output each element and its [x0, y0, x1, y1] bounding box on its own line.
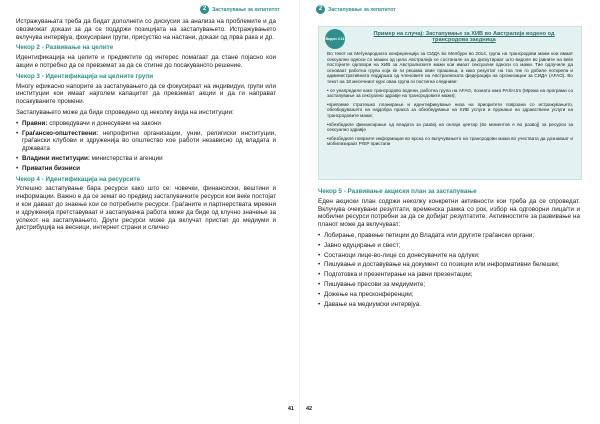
list-item: • Давање на медиумски интервјуа. [318, 301, 580, 309]
left-page-content [16, 18, 276, 235]
step5-text: Еден акциски план содржи неколку конкретни активности кои треба да се спроведат. Вклучува очекувани резултати, временска рамка со рок, избор на одговорни лица/ти и мобилни ресурси потребни за да се добијат резултатите. Активностите за развивање на планот може да вклучуваат: [318, 197, 580, 229]
right-page-content [318, 186, 580, 311]
page-number: 42 [306, 406, 313, 412]
step3-heading: Чекор 3 - Идентификација на целните групи [16, 72, 154, 80]
institution-list [16, 120, 276, 173]
list-item: • Дожење на пресконференции; [318, 291, 580, 299]
header-title: Застапување за хепатитот [328, 6, 396, 13]
left-page-header [200, 5, 280, 14]
chapter-badge: 2 [316, 5, 325, 14]
case-study-box [318, 26, 582, 180]
step3-text: Многу ефикасно напорите за застапувањето да се фокусираат на индивидуи, групи или институции кои имаат најголем капацитет да превземат акции и да ги направат посакуваните промени. [16, 82, 276, 106]
list-item: • Лобирање, правење петиции до Владата или другите граѓански органи; [318, 232, 580, 240]
case-paragraph: • се унапредиле како трансродово водени, работна група на AFAO, позната како PASH.tm (Мрежа на програми со застапување за сексуално здравје на трансродовите мажи); [327, 87, 573, 99]
step5-heading: Чекор 5 - Развивање акциски план за застапување [318, 188, 477, 195]
case-study-header [319, 27, 581, 49]
case-paragraph: Во текот на Меѓународната конференција за СИДА во Мелбурн во 2014, група на трансродови мажи кои имаат сексуални односи со машки од цела Австралија се состанале за да дискутираат што видоле во јавните на веќе постојните одговори на ХИВ за Австралиските мажи кои имаат сексуални односи со мажи. Тие одлучиле да основаат работна група која ќе ги решава овие прашања, а како резултат на тоа тие го добиле поткрепа и административната поддршка од членовите на Австралиската федерација на организации за СИДА (AFAO). Во текот на 18 месечниот курс оваа група ги постигна следниве: [327, 51, 573, 84]
header-title: Застапување за хепатитот [212, 6, 280, 13]
list-item: • Подготовка и презентирање на јавни презентации; [318, 271, 580, 279]
case-paragraph: •обезбедиле финансирање од владата за развој на онлајн центар (во моментов е во развој) за ресурси за сексуално здравје [327, 121, 573, 133]
case-study-title: Пример на случај: Застапување за ХИВ во Австралија водено од трансродова заедница [373, 31, 555, 44]
step2-text: Идентификација на целите и предметите од интерес помагаат да стане појасно кои акции е потребно да се превземат за да се стигне до посакуваното решение. [16, 54, 276, 69]
list-item: • Пишување и доставување на документ со позиции или информативни белешки; [318, 261, 580, 269]
case-paragraph: •превземе стратешко планирање и идентификување низа на приоритети поврзани со истражувањето, обезбедувањето на најдобра пракса за обезбедување на ХИВ услуги и пружање на здравствени услуги на трансродовите мажи; [327, 101, 573, 118]
list-item: • Владини институции: министерства и агенции [16, 155, 276, 163]
list-item: • Граѓанско-општествени: непрофитни организации, унии, религиски институции, граѓански клубови и здружениja во општество кое работи независно од владата и државата [16, 130, 276, 153]
step4-heading: Чекор 4 - Идентификација на ресурсите [16, 175, 141, 183]
chapter-badge: 2 [200, 5, 209, 14]
step4-text: Успешно застапување бара ресурси како што се: човечки, финансиски, вештини и информации. Важно е да се земат во предвид застапувачките ресурси кои веќе постојат и кои даваат до знаење кои се потребните ресурси. Граѓаните и партнерствата мрежни и здруженија претставуваат и застапувачка работа може да биде од клучно значење за успехот на застапувањето. Други ресурси може да вклучат пристап до медиуми и дистрибуција на весници, интернет страни и слично [16, 185, 276, 232]
list-item: • Приватни бизниси [16, 165, 276, 173]
guide-icon: Водич 3.11 [325, 29, 345, 49]
page-number: 41 [287, 406, 294, 412]
case-paragraph: •обезбедиле поврзите информации во врска со вклучувањето на трансродови мажи во учествата да дознаваат и мобилизираат PrEP пристапи [327, 135, 573, 147]
right-page-header [316, 5, 396, 14]
right-page [300, 0, 600, 424]
intro-paragraph: Истражувањата треба да бидат дополнети со дискусии за анализа на проблемите и да овозможат докази за да се поддржи позицијата на застапувањето. Истражувањето вклучува интервјуа, фокусирани групи, присуство на настани, докази од прва рака и др. [16, 18, 276, 41]
step2-heading: Чекор 2 - Развивање на целите [16, 44, 114, 52]
list-item: • Пишување пресови за медиумите; [318, 281, 580, 289]
list-item: • Состаноци лице-во-лице со донесувачите на одлуки; [318, 252, 580, 260]
list-item: • Јавно едуцирање и свест; [318, 242, 580, 250]
case-study-body [319, 49, 581, 147]
list-item: • Правни: спроведувачи и донесувачи на закони [16, 120, 276, 128]
activity-list [318, 232, 580, 308]
step3-intro2: Застапувањето може да биде спроведено од неколку вида на институции: [16, 108, 234, 116]
